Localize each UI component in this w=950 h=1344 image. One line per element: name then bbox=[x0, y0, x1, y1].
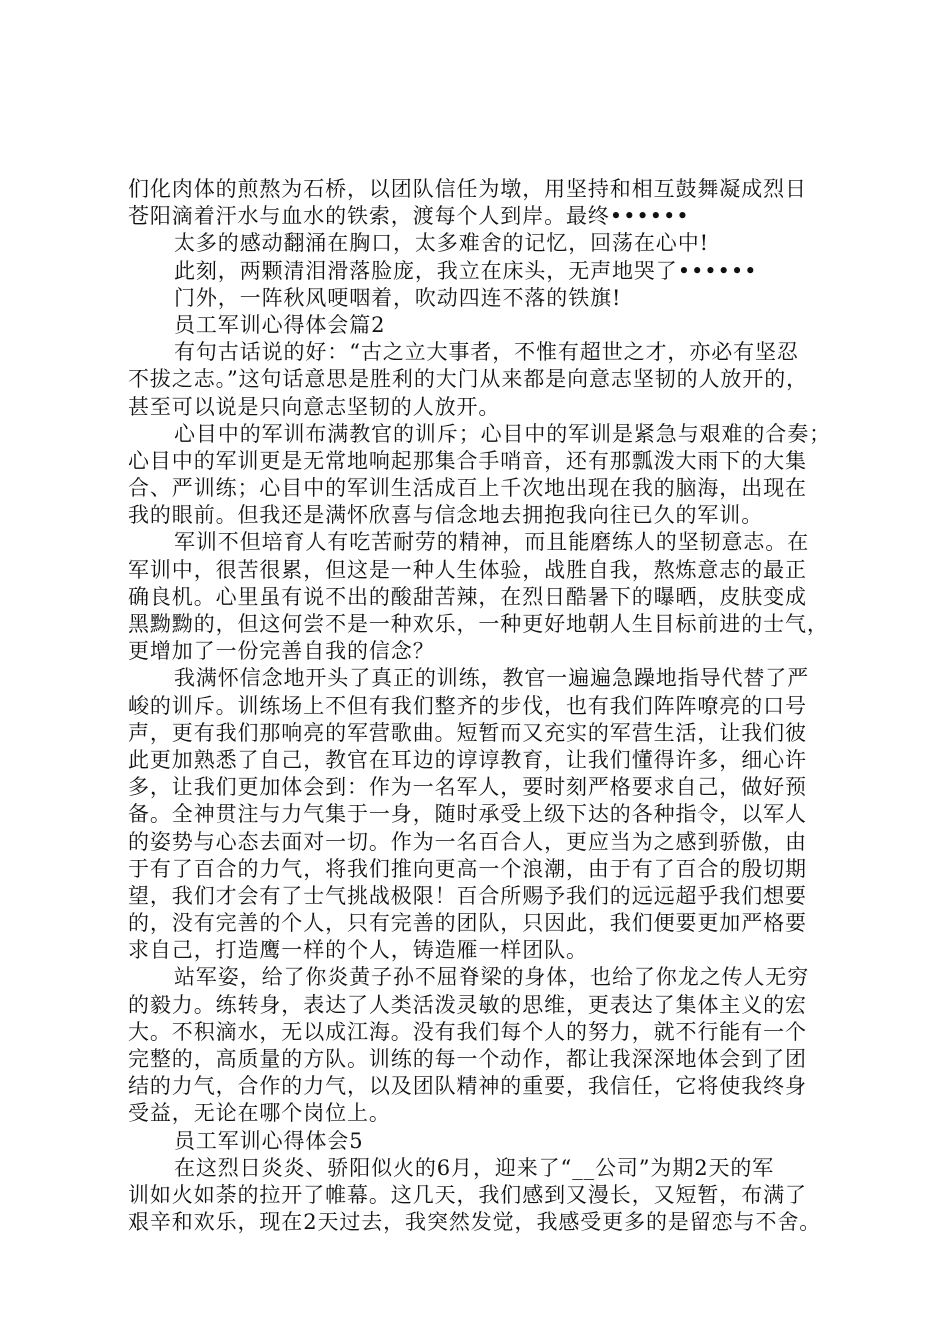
text-line: 多，让我们更加体会到：作为一名军人，要时刻严格要求自己，做好预 bbox=[128, 775, 807, 800]
text-line: 军训中，很苦很累，但这是一种人生体验，战胜自我，熬炼意志的最正 bbox=[128, 557, 807, 582]
text-line: 峻的训斥。训练场上不但有我们整齐的步伐，也有我们阵阵嘹亮的口号 bbox=[128, 693, 807, 718]
section-heading: 员工军训心得体会篇2 bbox=[174, 312, 386, 337]
text-line: 受益，无论在哪个岗位上。 bbox=[128, 1101, 391, 1126]
text-line: 备。全神贯注与力气集于一身，随时承受上级下达的各种指令，以军人 bbox=[128, 802, 807, 827]
text-line: 完整的，高质量的方队。训练的每一个动作，都让我深深地体会到了团 bbox=[128, 1047, 807, 1071]
text-line: 我满怀信念地开头了真正的训练，教官一遍遍急躁地指导代替了严 bbox=[174, 666, 810, 691]
text-line: 军训不但培育人有吃苦耐劳的精神，而且能磨练人的坚韧意志。在 bbox=[174, 530, 810, 555]
text-line: 黑黝黝的，但这何尝不是一种欢乐，一种更好地朝人生目标前进的士气， bbox=[128, 612, 829, 636]
document-body bbox=[128, 176, 844, 1236]
text-line: 更增加了一份完善自我的信念？ bbox=[128, 639, 435, 664]
text-line: 训如火如荼的拉开了帷幕。这几天，我们感到又漫长，又短暂，布满了 bbox=[128, 1182, 807, 1207]
text-line: 心目中的军训布满教官的训斥；心目中的军训是紧急与艰难的合奏； bbox=[174, 421, 831, 446]
text-line: 心目中的军训更是无常地响起那集合手哨音，还有那瓢泼大雨下的大集 bbox=[128, 448, 807, 473]
text-line: 艰辛和欢乐，现在2天过去，我突然发觉，我感受更多的是留恋与不舍。 bbox=[128, 1210, 822, 1235]
text-line: 太多的感动翻涌在胸口，太多难舍的记忆，回荡在心中! bbox=[174, 231, 709, 256]
text-line: 我的眼前。但我还是满怀欣喜与信念地去拥抱我向往已久的军训。 bbox=[128, 503, 764, 528]
text-line: 门外，一阵秋风哽咽着，吹动四连不落的铁旗! bbox=[174, 285, 622, 310]
text-line: 此刻，两颗清泪滑落脸庞，我立在床头，无声地哭了•••••• bbox=[174, 258, 758, 283]
text-line: 们化肉体的煎熬为石桥，以团队信任为墩，用坚持和相互鼓舞凝成烈日 bbox=[128, 177, 807, 201]
text-line: 结的力气，合作的力气，以及团队精神的重要，我信任，它将使我终身 bbox=[128, 1074, 807, 1099]
text-line: 甚至可以说是只向意志坚韧的人放开。 bbox=[128, 394, 501, 419]
text-line: 声，更有我们那响亮的军营歌曲。短暂而又充实的军营生活，让我们彼 bbox=[128, 720, 807, 745]
text-line: 望，我们才会有了士气挑战极限！百合所赐予我们的远远超乎我们想要 bbox=[128, 883, 807, 908]
text-line: 不拔之志。”这句话意思是胜利的大门从来都是向意志坚韧的人放开的， bbox=[128, 367, 809, 392]
text-line: 的，没有完善的个人，只有完善的团队，只因此，我们便要更加严格要 bbox=[128, 911, 807, 936]
text-line: 确良机。心里虽有说不出的酸甜苦辣，在烈日酷暑下的曝晒，皮肤变成 bbox=[128, 584, 807, 609]
text-line: 此更加熟悉了自己，教官在耳边的谆谆教育，让我们懂得许多，细心许 bbox=[128, 747, 807, 772]
text-line: 大。不积滴水，无以成江海。没有我们每个人的努力，就不行能有一个 bbox=[128, 1019, 807, 1044]
text-line: 的姿势与心态去面对一切。作为一名百合人，更应当为之感到骄傲，由 bbox=[128, 829, 807, 854]
text-line: 于有了百合的力气，将我们推向更高一个浪潮，由于有了百合的殷切期 bbox=[128, 856, 807, 881]
text-line: 的毅力。练转身，表达了人类活泼灵敏的思维，更表达了集体主义的宏 bbox=[128, 992, 807, 1017]
text-line: 有句古话说的好：“古之立大事者，不惟有超世之才，亦必有坚忍 bbox=[174, 340, 799, 365]
text-line: 合、严训练；心目中的军训生活成百上千次地出现在我的脑海，出现在 bbox=[128, 476, 807, 501]
text-line: 在这烈日炎炎、骄阳似火的6月，迎来了“__公司”为期2天的军 bbox=[174, 1155, 775, 1180]
section-heading: 员工军训心得体会5 bbox=[174, 1128, 364, 1153]
text-line: 求自己，打造鹰一样的个人，铸造雁一样团队。 bbox=[128, 938, 588, 963]
document-page bbox=[128, 176, 844, 1236]
text-line: 站军姿，给了你炎黄子孙不屈脊梁的身体，也给了你龙之传人无穷 bbox=[174, 965, 810, 990]
text-line: 苍阳滴着汗水与血水的铁索，渡每个人到岸。最终•••••• bbox=[128, 204, 690, 229]
